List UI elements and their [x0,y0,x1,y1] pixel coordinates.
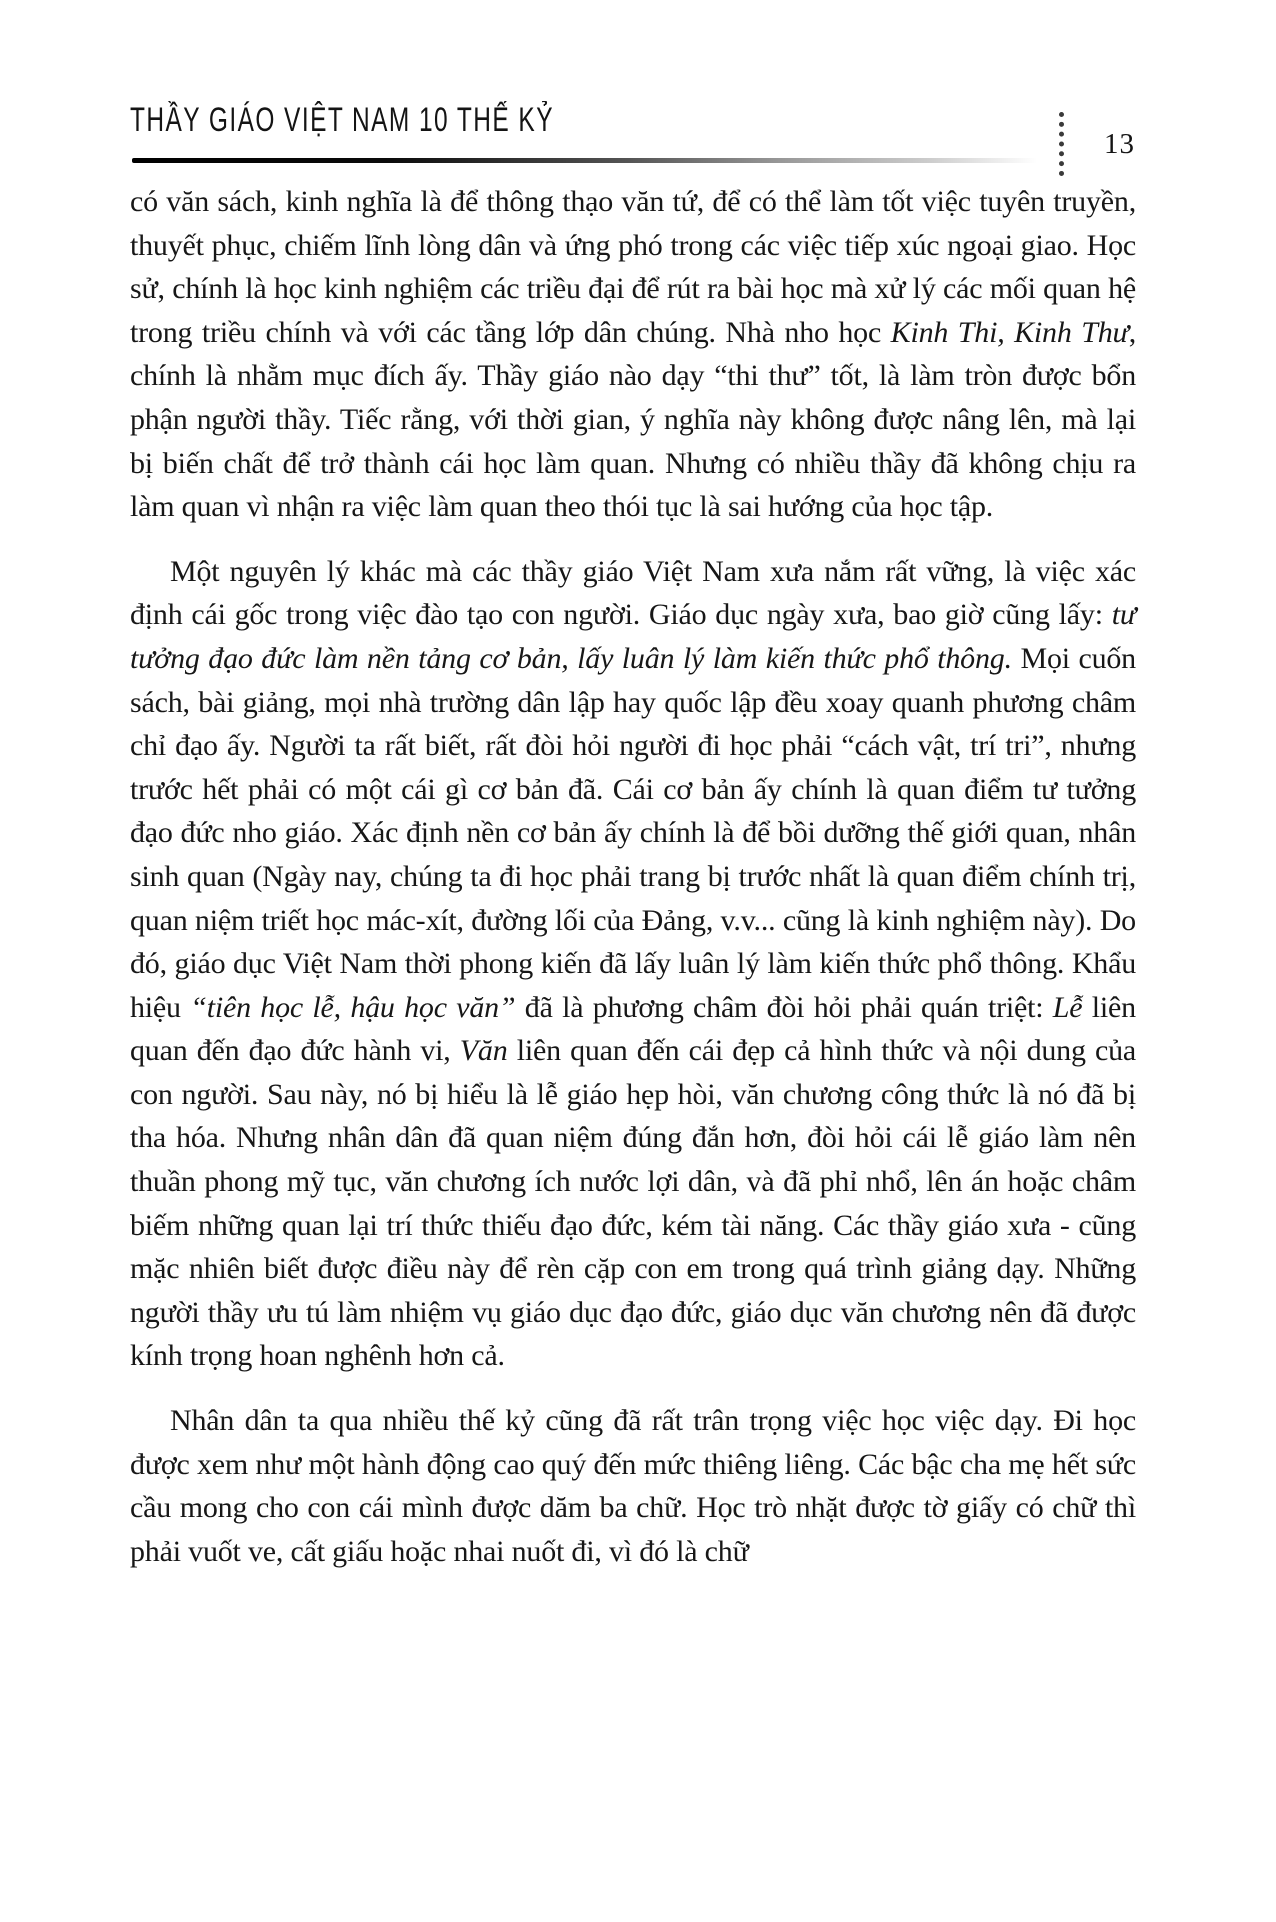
text-segment: , chính là nhằm mục đích ấy. Thầy giáo nào dạy “thi thư” tốt, là làm tròn được bổn phận người thầy. Tiếc rằng, với thời gian, ý nghĩa này không được nâng lên, mà lại bị biến chất để trở thành cái học làm quan. Nhưng có nhiều thầy đã không chịu ra làm quan vì nhận ra việc làm quan theo thói tục là sai hướng của học tập. [130,315,1136,524]
text-segment: Một nguyên lý khác mà các thầy giáo Việt Nam xưa nắm rất vững, là việc xác định cái gốc trong việc đào tạo con người. Giáo dục ngày xưa, bao giờ cũng lấy: [130,554,1136,632]
chain-divider-bar [1059,112,1064,176]
text-segment: có văn sách, kinh nghĩa là để thông thạo văn tứ, để có thể làm tốt việc tuyên truyền, thuyết phục, chiếm lĩnh lòng dân và ứng phó trong các việc tiếp xúc ngoại giao. Học sử, chính là học kinh nghiệm các triều đại để rút ra bài học mà xử lý các mối quan hệ trong triều chính và với các tầng lớp dân chúng. Nhà nho học [130,185,1136,349]
header-rule [132,158,1037,163]
running-head-title: THẦY GIÁO VIỆT NAM 10 THẾ KỶ [130,101,554,139]
text-segment: liên quan đến cái đẹp cả hình thức và nội dung của con người. Sau này, nó bị hiểu là lễ giáo hẹp hòi, văn chương công thức là nó đã bị tha hóa. Nhưng nhân dân đã quan niệm đúng đắn hơn, đòi hỏi cái lễ giáo làm nên thuần phong mỹ tục, văn chương ích nước lợi dân, và đã phỉ nhổ, lên án hoặc châm biếm những quan lại trí thức thiếu đạo đức, kém tài năng. Các thầy giáo xưa - cũng mặc nhiên biết được điều này để rèn cặp con em trong quá trình giảng dạy. Những người thầy ưu tú làm nhiệm vụ giáo dục đạo đức, giáo dục văn chương nên đã được kính trọng hoan nghênh hơn cả. [130,1034,1136,1373]
italic-text-segment: Lễ [1052,990,1083,1024]
text-segment: Mọi cuốn sách, bài giảng, mọi nhà trường dân lập hay quốc lập đều xoay quanh phương châm chỉ đạo ấy. Người ta rất biết, rất đòi hỏi người đi học phải “cách vật, trí tri”, nhưng trước hết phải có một cái gì cơ bản đã. Cái cơ bản ấy chính là quan điểm tư tưởng đạo đức nho giáo. Xác định nền cơ bản ấy chính là để bồi dưỡng thế giới quan, nhân sinh quan (Ngày nay, chúng ta đi học phải trang bị trước nhất là quan điểm chính trị, quan niệm triết học mác-xít, đường lối của Đảng, v.v... cũng là kinh nghiệm này). Do đó, giáo dục Việt Nam thời phong kiến đã lấy luân lý làm kiến thức phổ thông. Khẩu hiệu [130,641,1136,1024]
italic-text-segment: Kinh Thi, Kinh Thư [890,315,1129,349]
italic-text-segment: tư tưởng đạo đức làm nền tảng cơ bản, lấy luân lý làm kiến thức phổ thông. [130,598,1136,675]
text-segment: đã là phương châm đòi hỏi phải quán triệt: [515,990,1053,1024]
page-number: 13 [1104,128,1135,160]
italic-text-segment: “tiên học lễ, hậu học văn” [190,990,516,1024]
text-segment: Nhân dân ta qua nhiều thế kỷ cũng đã rất trân trọng việc học việc dạy. Đi học được xem như một hành động cao quý đến mức thiêng liêng. Các bậc cha mẹ hết sức cầu mong cho con cái mình được dăm ba chữ. Học trò nhặt được tờ giấy có chữ thì phải vuốt ve, cất giấu hoặc nhai nuốt đi, vì đó là chữ [130,1404,1136,1568]
paragraph [130,550,1136,1378]
paragraph [130,180,1136,529]
italic-text-segment: Văn [459,1034,508,1068]
paragraph [130,1399,1136,1573]
body-text [130,180,1136,1573]
text-segment: liên quan đến đạo đức hành vi, [130,990,1136,1068]
